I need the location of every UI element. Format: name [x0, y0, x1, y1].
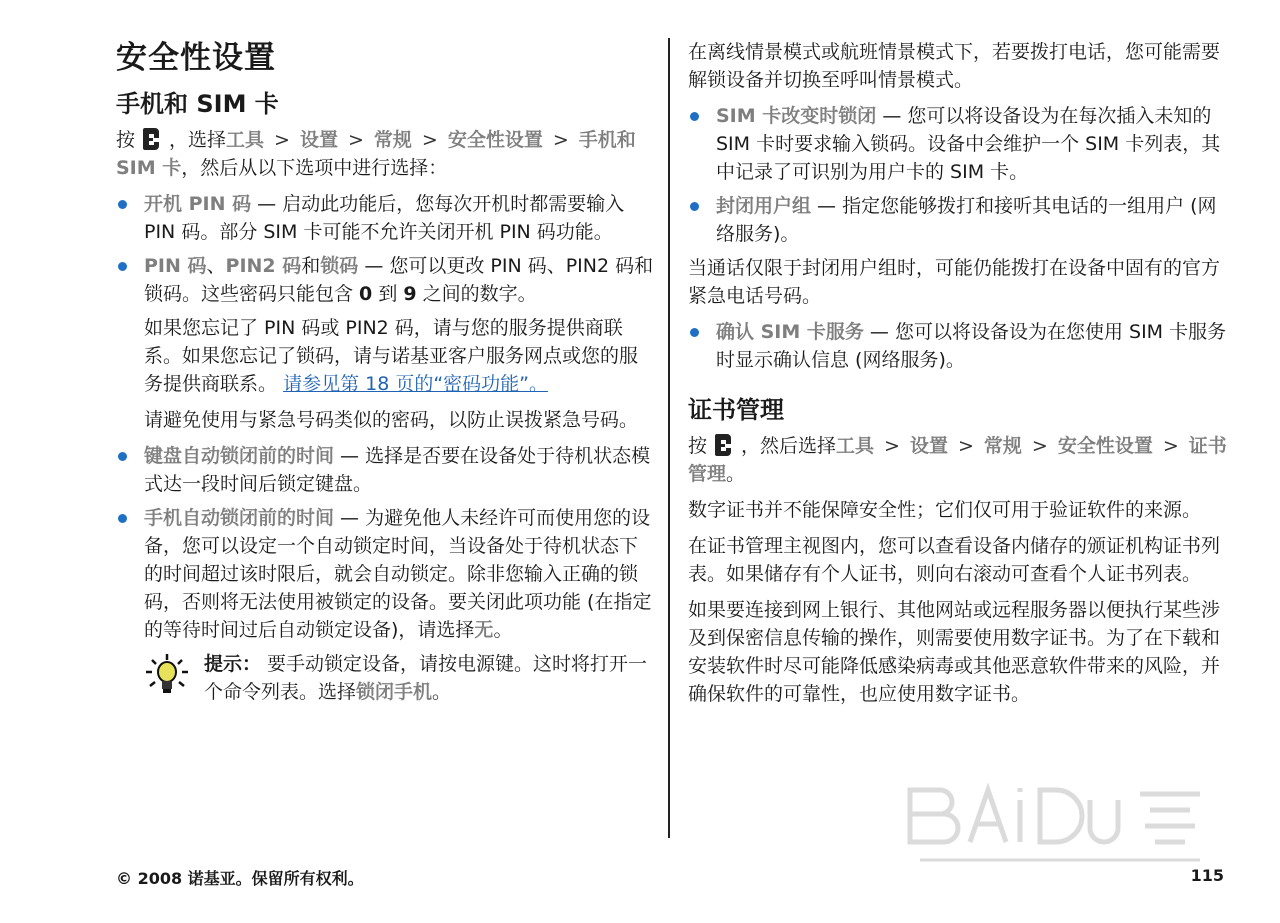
tip-label: 提示： — [204, 653, 262, 675]
baidu-jingyan-watermark — [900, 760, 1220, 880]
menu-path-general[interactable]: 常规 — [983, 435, 1022, 457]
option-label[interactable]: PIN2 码 — [225, 255, 302, 277]
option-label[interactable]: 确认 SIM 卡服务 — [716, 321, 864, 343]
list-item-sim-change-lock: SIM 卡改变时锁闭 — 您可以将设备设为在每次插入未知的 SIM 卡时要求输入锁码。设备中会维护一个 SIM 卡列表，其中记录了可识别为用户卡的 SIM 卡。 — [688, 102, 1228, 186]
menu-path-cert-manager[interactable]: 证书管理 — [688, 435, 1227, 485]
bullet-icon — [118, 452, 127, 461]
menu-key-icon — [141, 126, 163, 152]
list-item-pin-codes: PIN 码、PIN2 码和锁码 — 您可以更改 PIN 码、PIN2 码和锁码。这些密码只能包含 0 到 9 之间的数字。 — [116, 252, 656, 308]
page-number: 115 — [1190, 866, 1224, 885]
option-label[interactable]: 封闭用户组 — [716, 195, 812, 217]
cert-paragraph-2: 在证书管理主视图内，您可以查看设备内储存的颁证机构证书列表。如果储存有个人证书，则向右滚动可查看个人证书列表。 — [688, 535, 1221, 585]
option-label[interactable]: PIN 码 — [144, 255, 207, 277]
bullet-icon — [118, 514, 127, 523]
menu-path-tools[interactable]: 工具 — [836, 435, 875, 457]
option-lock-phone[interactable]: 锁闭手机 — [356, 681, 433, 703]
closed-group-paragraph: 当通话仅限于封闭用户组时，可能仍能拨打在设备中固有的官方紧急电话号码。 — [688, 257, 1221, 307]
list-item-keypad-lock: 键盘自动锁闭前的时间 — 选择是否要在设备处于待机状态模式达一段时间后锁定键盘。 — [116, 442, 656, 498]
bullet-icon — [118, 262, 127, 271]
cert-paragraph-1: 数字证书并不能保障安全性；它们仅可用于验证软件的来源。 — [688, 499, 1202, 521]
section-heading-certificates: 证书管理 — [688, 396, 784, 424]
column-divider — [668, 38, 670, 838]
cert-intro: 按 ，然后选择工具 > 设置 > 常规 > 安全性设置 > 证书管理。 — [688, 432, 1228, 488]
list-item-confirm-sim-services: 确认 SIM 卡服务 — 您可以将设备设为在您使用 SIM 卡服务时显示确认信息 (网络服务)。 — [688, 318, 1228, 374]
avoid-emergency-paragraph: 请避免使用与紧急号码类似的密码，以防止误拨紧急号码。 — [144, 409, 639, 431]
right-column — [688, 38, 1228, 716]
menu-key-icon — [713, 432, 735, 458]
footer-copyright: © 2008 诺基亚。保留所有权利。 — [116, 869, 364, 888]
menu-path-settings[interactable]: 设置 — [299, 129, 338, 151]
option-label[interactable]: SIM 卡改变时锁闭 — [716, 105, 877, 127]
left-column — [116, 36, 656, 706]
list-item-closed-user-group: 封闭用户组 — 指定您能够拨打和接听其电话的一组用户 (网络服务)。 — [688, 192, 1228, 248]
lightbulb-tip-icon — [144, 652, 190, 698]
cross-reference-link[interactable]: 请参见第 18 页的“密码功能”。 — [283, 373, 549, 395]
cert-paragraph-3: 如果要连接到网上银行、其他网站或远程服务器以便执行某些涉及到保密信息传输的操作，则需要使用数字证书。为了在下载和安装软件时尽可能降低感染病毒或其他恶意软件带来的风险，并确保软件的可靠性，也应使用数字证书。 — [688, 599, 1221, 705]
offline-paragraph: 在离线情景模式或航班情景模式下，若要拨打电话，您可能需要解锁设备并切换至呼叫情景模式。 — [688, 41, 1221, 91]
menu-path-settings[interactable]: 设置 — [909, 435, 948, 457]
bullet-icon — [690, 328, 699, 337]
option-label[interactable]: 开机 PIN 码 — [144, 193, 252, 215]
menu-path-phone-sim[interactable]: 手机和 SIM 卡 — [116, 129, 636, 179]
sim-intro: 按 ，选择工具 > 设置 > 常规 > 安全性设置 > 手机和 SIM 卡，然后从以下选项中进行选择： — [116, 126, 656, 182]
option-value-none[interactable]: 无 — [474, 619, 494, 641]
list-item-pin-request: 开机 PIN 码 — 启动此功能后，您每次开机时都需要输入 PIN 码。部分 SIM 卡可能不允许关闭开机 PIN 码功能。 — [116, 190, 656, 246]
menu-path-general[interactable]: 常规 — [373, 129, 412, 151]
menu-path-tools[interactable]: 工具 — [226, 129, 265, 151]
option-label[interactable]: 手机自动锁闭前的时间 — [144, 507, 335, 529]
forgot-codes-paragraph: 如果您忘记了 PIN 码或 PIN2 码，请与您的服务提供商联系。如果您忘记了锁码，请与诺基亚客户服务网点或您的服务提供商联系。 请参见第 18 页的“密码功能”。 — [144, 317, 639, 395]
section-heading-sim: 手机和 SIM 卡 — [116, 90, 279, 118]
bullet-icon — [118, 200, 127, 209]
list-item-phone-lock: 手机自动锁闭前的时间 — 为避免他人未经许可而使用您的设备，您可以设定一个自动锁定时间，当设备处于待机状态下的时间超过该时限后，就会自动锁定。除非您输入正确的锁码，否则将无法使用被锁定的设备。要关闭此项功能 (在指定的等待时间过后自动锁定设备)，请选择无。 — [116, 504, 656, 644]
menu-path-security[interactable]: 安全性设置 — [1057, 435, 1153, 457]
option-label[interactable]: 键盘自动锁闭前的时间 — [144, 445, 335, 467]
bullet-icon — [690, 202, 699, 211]
menu-path-security[interactable]: 安全性设置 — [447, 129, 543, 151]
option-label[interactable]: 锁码 — [320, 255, 359, 277]
tip-box: 提示： 要手动锁定设备，请按电源键。这时将打开一个命令列表。选择锁闭手机。 — [116, 650, 656, 706]
bullet-icon — [690, 112, 699, 121]
page-title: 安全性设置 — [116, 40, 276, 76]
